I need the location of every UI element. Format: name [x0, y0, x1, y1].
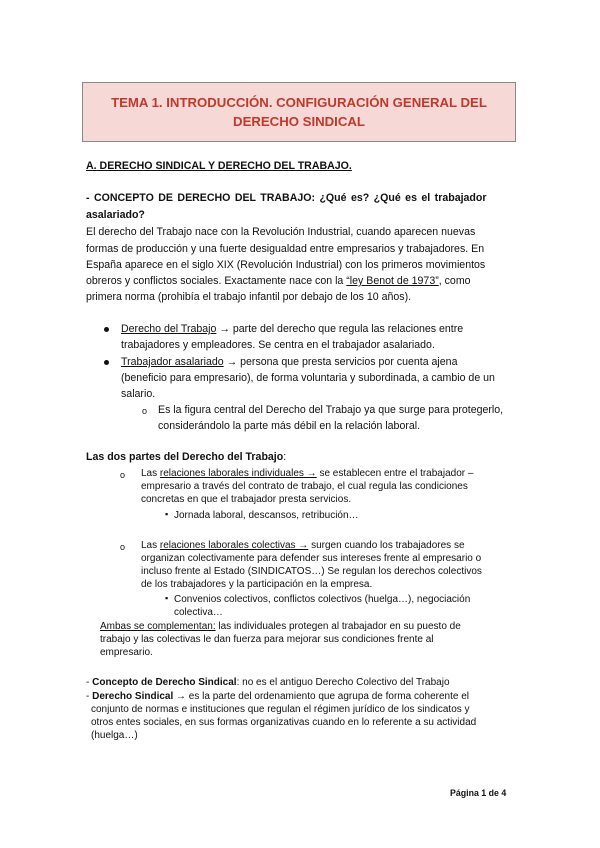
concepto-heading-line1: - CONCEPTO DE DERECHO DEL TRABAJO: ¿Qué es? ¿Qué es el trabajador — [86, 192, 487, 204]
sindical-concepto-line — [86, 676, 450, 690]
bullet2-sub-line1: Es la figura central del Derecho del Trabajo ya que surge para protegerlo, — [158, 404, 504, 416]
parte1-line3: concretas en que el trabajador presta servicios. — [141, 494, 352, 505]
concepto-para-line1: El derecho del Trabajo nace con la Revolución Industrial, cuando aparecen nuevas — [86, 226, 476, 238]
bullet1-line2: trabajadores y empleadores. Se centra en el trabajador asalariado. — [121, 339, 435, 351]
circle-bullet-icon: o — [142, 406, 148, 416]
derecho-sindical-line2: conjunto de normas e instituciones que regulan el régimen jurídico de los sindicatos y — [91, 704, 470, 715]
concepto-para-line2: formas de producción y una fuerte desigualdad entre empresarios y trabajadores. En — [86, 243, 485, 255]
section-a-title: DERECHO SINDICAL Y DERECHO DEL TRABAJO. — [96, 160, 352, 172]
derecho-sindical-dash: - — [86, 691, 93, 702]
parte1-sub: Jornada laboral, descansos, retribución… — [174, 510, 359, 521]
parte1-line2: empresario a través del contrato de trabajo, el cual regula las condiciones — [141, 481, 468, 492]
bullet2-term: Trabajador asalariado — [121, 356, 224, 368]
derecho-sindical-rest: es la parte del ordenamiento que agrupa de forma coherente el — [186, 691, 469, 702]
concepto-para-line3: España aparece en el siglo XIX (Revolución Industrial) con los primeros movimientos — [86, 259, 486, 271]
parte2-term: relaciones laborales colectivas → — [159, 540, 309, 551]
concepto-para-line4-post: , como — [438, 275, 471, 287]
bullet1-line1 — [121, 321, 463, 337]
parte2-line4: de los trabajadores y la participación en la empresa. — [141, 579, 373, 590]
partes-heading-text: Las dos partes del Derecho del Trabajo — [86, 451, 284, 463]
concepto-heading-line2: asalariado? — [86, 209, 145, 221]
bullet-icon — [104, 360, 109, 365]
bullet1-term: Derecho del Trabajo — [121, 323, 217, 335]
section-a-heading — [86, 158, 352, 174]
square-bullet-icon: ▪ — [165, 509, 169, 519]
complementan-line3: empresario. — [100, 647, 153, 658]
derecho-sindical-term: Derecho Sindical → — [92, 691, 187, 702]
complementan-term: Ambas se complementan: — [100, 621, 216, 632]
bullet2-def: → persona que presta servicios por cuenta ajena — [223, 356, 458, 368]
section-a-letter: A. — [86, 160, 97, 172]
parte2-sub-line1: Convenios colectivos, conflictos colectivos (huelga…), negociación — [174, 594, 471, 605]
parte1-line1 — [141, 467, 473, 481]
title-box — [82, 82, 516, 142]
sindical-concepto-dash: - — [86, 677, 93, 688]
partes-heading-colon: : — [283, 451, 287, 463]
derecho-sindical-line4: (huelga…) — [91, 730, 138, 741]
derecho-sindical-line3: otros entes sociales, en sus formas organizativas cuando en lo referente a su actividad — [91, 717, 477, 728]
parte1-rest: se establecen entre el trabajador – — [316, 468, 474, 479]
parte2-rest: surgen cuando los trabajadores se — [308, 540, 465, 551]
sindical-concepto-rest: : no es el antiguo Derecho Colectivo del Trabajo — [236, 677, 450, 688]
partes-heading — [86, 449, 286, 465]
bullet2-line2: (beneficio para empresario), de forma voluntaria y subordinada, a cambio de un — [121, 372, 495, 384]
bullet-icon — [104, 327, 109, 332]
concepto-para-line4 — [86, 273, 471, 289]
parte1-pre: Las — [141, 468, 160, 479]
complementan-line2: trabajo y las colectivas le dan fuerza para mejorar sus condiciones frente al — [100, 634, 434, 645]
parte2-line1 — [141, 539, 465, 553]
parte2-line3: incluso frente al Estado (SINDICATOS…) Se regulan los derechos colectivos — [141, 566, 482, 577]
bullet2-line3: salario. — [121, 388, 156, 400]
complementan-rest: las individuales protegen al trabajador en su puesto de — [215, 621, 461, 632]
sindical-concepto-term: Concepto de Derecho Sindical — [92, 677, 237, 688]
derecho-sindical-line1 — [86, 690, 469, 704]
concepto-para-line5: primera norma (prohibía el trabajo infantil por debajo de los 10 años). — [86, 291, 412, 303]
bullet2-line1 — [121, 354, 457, 370]
ley-benot-link: “ley Benot de 1973” — [346, 275, 439, 287]
page-number: Página 1 de 4 — [450, 788, 507, 798]
circle-bullet-icon: o — [120, 542, 126, 552]
complementan-line1 — [100, 620, 461, 634]
parte2-sub-line2: colectiva… — [174, 607, 223, 618]
parte2-line2: organizan colectivamente para defender sus intereses frente al empresario o — [141, 553, 482, 564]
page-title: TEMA 1. INTRODUCCIÓN. CONFIGURACIÓN GENERAL DEL DERECHO SINDICAL — [111, 95, 487, 129]
concepto-para-line4-pre: obreros y conflictos sociales. Exactamente nace con la — [86, 275, 347, 287]
parte2-pre: Las — [141, 540, 160, 551]
bullet2-sub-line2: considerándolo la parte más débil en la relación laboral. — [158, 420, 421, 432]
square-bullet-icon: ▪ — [165, 593, 169, 603]
circle-bullet-icon: o — [120, 470, 126, 480]
bullet1-def: → parte del derecho que regula las relaciones entre — [216, 323, 464, 335]
parte1-term: relaciones laborales individuales → — [159, 468, 317, 479]
